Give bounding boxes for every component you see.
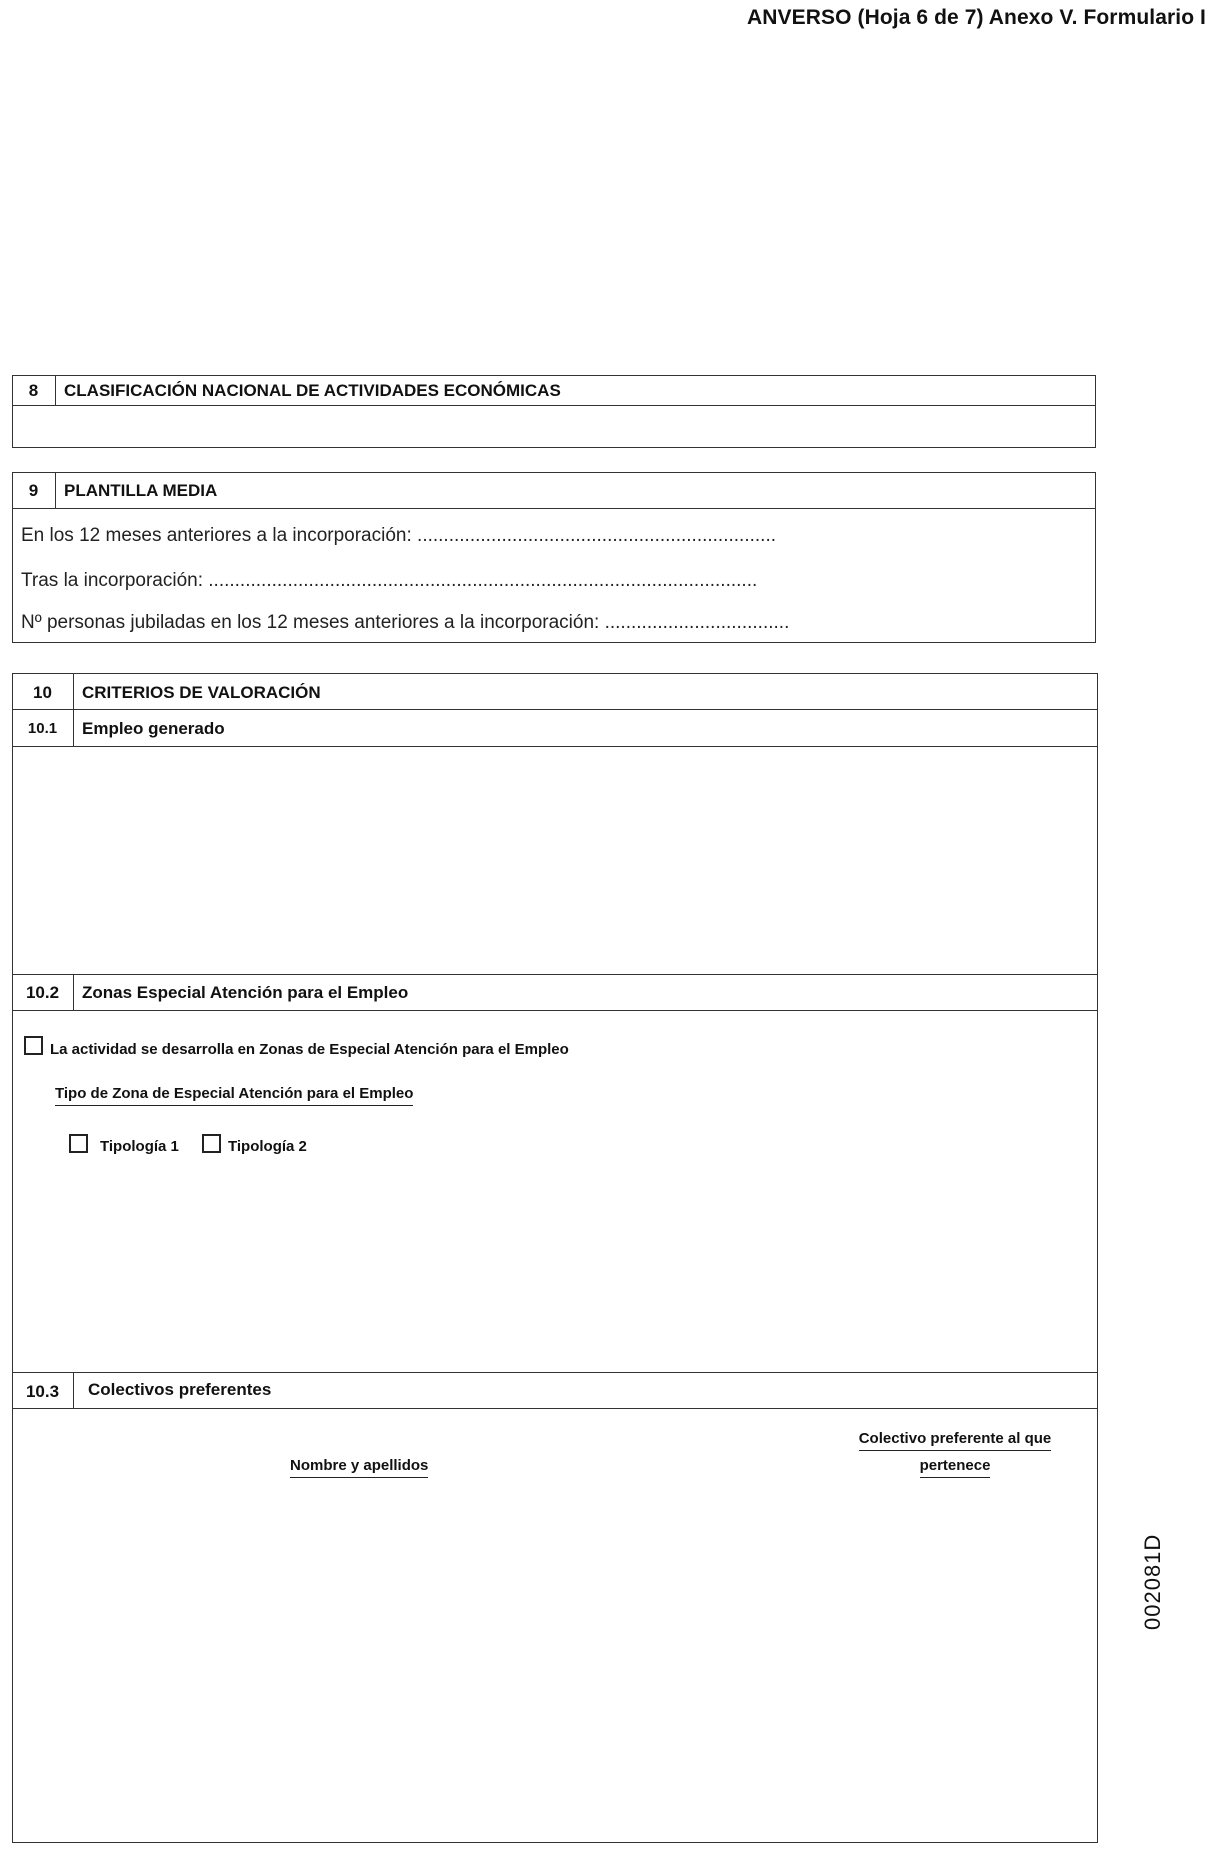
section-10-2-number: 10.2: [25, 983, 60, 1002]
section-9-number: 9: [28, 481, 39, 500]
section-9-title: PLANTILLA MEDIA: [64, 481, 218, 500]
section-10-title: CRITERIOS DE VALORACIÓN: [82, 683, 321, 702]
section-8-number-divider: [55, 375, 56, 405]
section-10-1-number: 10.1: [27, 720, 58, 737]
tipologia-1-label: Tipología 1: [100, 1138, 179, 1155]
section-10-3-divider: [12, 1408, 1098, 1409]
section-9-number-divider: [55, 472, 56, 508]
tipologia-2-label: Tipología 2: [228, 1138, 307, 1155]
colectivo-column-header-line1: Colectivo preferente al que: [859, 1430, 1052, 1451]
colectivos-entry-area[interactable]: [14, 1490, 1096, 1840]
section-10-2-divider: [12, 1010, 1098, 1011]
zona-especial-checkbox[interactable]: [24, 1036, 43, 1055]
nombre-apellidos-column-header: Nombre y apellidos: [290, 1457, 428, 1478]
section-10-3-number-divider: [73, 1372, 74, 1408]
section-10-1-divider: [12, 746, 1098, 747]
section-10-2-number-divider: [73, 974, 74, 1010]
tipologia-1-checkbox[interactable]: [69, 1134, 88, 1153]
zona-especial-checkbox-label: La actividad se desarrolla en Zonas de Especial Atención para el Empleo: [50, 1041, 569, 1058]
section-8-divider: [12, 405, 1096, 406]
section-10-2-top: [12, 974, 1098, 975]
colectivo-column-header: [850, 1430, 1060, 1478]
tipo-zona-label: Tipo de Zona de Especial Atención para el Empleo: [55, 1085, 413, 1106]
section-10-3-top: [12, 1372, 1098, 1373]
section-8-number: 8: [28, 381, 39, 400]
page-header-title: ANVERSO (Hoja 6 de 7) Anexo V. Formulario I: [746, 6, 1206, 29]
section-10-3-number: 10.3: [25, 1382, 60, 1401]
plantilla-12-meses-line[interactable]: En los 12 meses anteriores a la incorporación: ....................................................................: [21, 525, 776, 546]
section-10-number: 10: [33, 683, 52, 702]
section-10-3-title: Colectivos preferentes: [88, 1380, 272, 1399]
section-10-2-title: Zonas Especial Atención para el Empleo: [82, 983, 409, 1002]
colectivo-column-header-line2: pertenece: [920, 1457, 991, 1478]
section-8-input-area[interactable]: [14, 407, 1094, 446]
section-8-title: CLASIFICACIÓN NACIONAL DE ACTIVIDADES ECONÓMICAS: [64, 381, 561, 400]
personas-jubiladas-line[interactable]: Nº personas jubiladas en los 12 meses anteriores a la incorporación: ...................................: [21, 612, 790, 633]
plantilla-tras-incorporacion-line[interactable]: Tras la incorporación: ........................................................................................................: [21, 570, 758, 591]
section-10-number-divider: [73, 673, 74, 746]
tipologia-2-checkbox[interactable]: [202, 1134, 221, 1153]
section-10-1-title: Empleo generado: [82, 719, 225, 738]
side-document-code: 002081D: [1140, 1533, 1165, 1630]
section-10-divider: [12, 709, 1098, 710]
empleo-generado-area[interactable]: [14, 748, 1096, 972]
section-9-divider: [12, 508, 1096, 509]
